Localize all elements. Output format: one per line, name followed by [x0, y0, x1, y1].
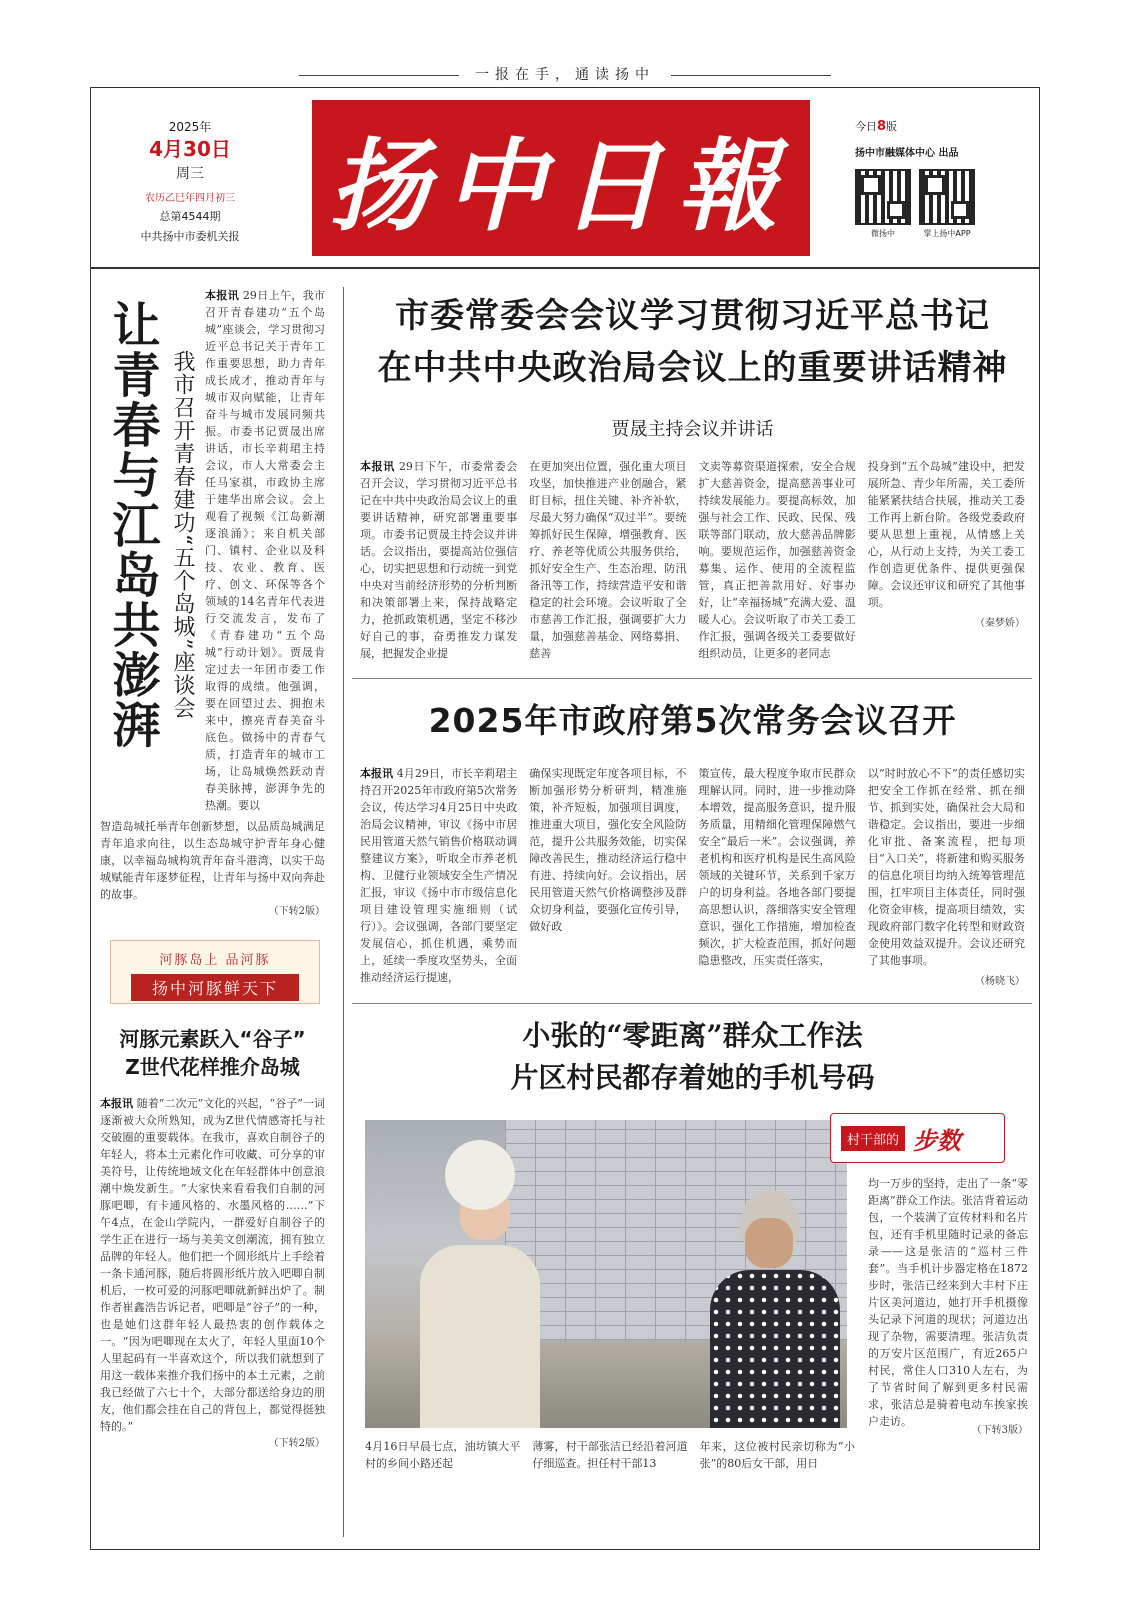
left-headline[interactable]: 让青春与江岛共澎湃: [104, 300, 160, 750]
article2-headline[interactable]: 2025年市政府第5次常务会议召开: [428, 701, 957, 740]
dateline: 本报讯: [360, 460, 395, 473]
badge-title: 步数: [913, 1125, 962, 1155]
article1-col: [360, 458, 517, 658]
article3-headline[interactable]: [360, 1015, 1025, 1099]
story-text: 随着“二次元”文化的兴起，“谷子”一词逐渐被大众所熟知，成为Z世代情感寄托与社交破圈的重要载体。在我市，喜欢自制谷子的年轻人，将本土元素化作可收藏、可分享的审美符号，让传统地域文化在年轻群体中创意浪潮中焕发新生。“大家快来看看我们自制的河豚吧唧，有卡通风格的、水墨风格的……”下午4点，在金山学院内，一群爱好自制谷子的学生正在进行一场与美美文创潮流，拥有独立品牌的年轻人。他们把一个圆形纸片上手绘着一条卡通河豚，随后将圆形纸片放入吧唧自制机后，一枚可爱的河豚吧唧就新鲜出炉了。制作者崔鑫浩告诉记者，吧唧是“谷子”的一种，也是她们这群年轻人最热衷的创作载体之一。“因为吧唧现在太火了，年轻人里面10个人里起码有一半喜欢这个，所以我们就想到了用这一载体来推介我们扬中的本土元素，之前我已经做了六七十个，大部分都送给身边的朋友，他们都会挂在自己的背包上，都觉得挺独特的。”: [100, 1097, 325, 1433]
article3-continued: [868, 1422, 1028, 1439]
dateline: 本报讯: [205, 289, 240, 302]
page-count-prefix: 今日: [855, 120, 877, 133]
qr-code-icon: [855, 169, 911, 225]
continued-note[interactable]: （下转2版）: [268, 1438, 325, 1449]
figure-body: [420, 1245, 540, 1428]
article1-body: [360, 458, 1025, 658]
byline: （杨晓飞）: [975, 976, 1025, 987]
article2-col-text: 4月29日，市长辛莉珺主持召开2025年市政府第5次常务会议，传达学习4月25日中央政治局会议精神，审议《扬中市居民用管道天然气销售价格联动调整建议方案》，听取全市养老机构、卫健行业领域安全生产情况汇报，审议《扬中市市级信息化项目建设管理实施细则（试行）》。会议强调，各部门要坚定发展信心，抓住机遇，乘势而上，延续一季度攻坚势头，全面推动经济运行提速，: [360, 767, 518, 984]
left-article-body: [205, 287, 325, 814]
story-body: [100, 1095, 325, 1452]
logo-text: 扬中日報: [329, 127, 793, 245]
article2-col: 策宣传，最大程度争取市民群众理解认同。同时，进一步推动降本增效，提高服务意识，提升服务质量，用精细化管理保障燃气安全“最后一米”。会议强调，养老机构和医疗机构是民生高风险领域的关键环节，关系到千家万户的切身利益。各地各部门要提高思想认识，落细落实安全管理意识，强化工作措施，增加检查频次，扩大检查范围，抓好问题隐患整改，压实责任落实，: [698, 767, 856, 967]
main-headline[interactable]: [360, 290, 1025, 394]
section-divider: [352, 1003, 1032, 1004]
section-divider: [352, 678, 1032, 679]
article1-col: 在更加突出位置，强化重大项目攻坚，加快推进产业创融合，紧盯目标，扭住关键、补齐补软，尽最大努力确保“双过半”。要统筹抓好民生保障，增强教育、医疗、养老等优质公共服务供给，抓好安全生产、生态治理、防汛备汛等工作，持续营造平安和谐稳定的社会环境。会议听取了全市慈善工作汇报，强调要扩大力量，加强慈善基金、网络募捐、慈善: [529, 460, 687, 660]
qr-caption: 微扬中: [871, 229, 895, 238]
banner-line-2: 扬中河豚鲜天下: [131, 974, 299, 1001]
continued-note[interactable]: （下转2版）: [268, 906, 325, 917]
issue-number: 总第4544期: [159, 210, 221, 223]
date: 4月30日: [149, 137, 231, 161]
figure-body: [710, 1270, 840, 1428]
badge-label: 村干部的: [841, 1126, 905, 1151]
producer: 扬中市融媒体中心 出品: [855, 148, 959, 159]
masthead-date-block: [130, 118, 250, 244]
article2-col: 确保实现既定年度各项目标，不断加强形势分析研判，精准施策，补齐短板，加强项目调度，推进重大项目，强化安全风险防范，提升公共服务效能，切实保障改善民生，推动经济运行稳中有进、持续向好。会议指出，居民用管道天然气价格调整涉及群众切身利益，要强化宣传引导，做好政: [529, 767, 687, 933]
main-headline-line-1: 市委常委会会议学习贯彻习近平总书记: [395, 296, 990, 336]
main-subhead: 贾晟主持会议并讲话: [611, 419, 774, 440]
qr-code-icon: [919, 169, 975, 225]
page-count: [855, 118, 1025, 134]
helmet: [445, 1140, 515, 1210]
story-headline[interactable]: [100, 1025, 325, 1081]
left-subhead: 我市召开青春建功“五个岛城”座谈会: [170, 350, 195, 720]
left-article-body-cont: [100, 818, 325, 920]
main-headline-line-2: 在中共中央政治局会议上的重要讲话精神: [377, 348, 1008, 388]
article2-col-text: 以“时时放心不下”的责任感切实把安全工作抓在经常、抓在细节、抓到实处，确保社会大局和谐稳定。会议指出，要进一步细化审批、备案流程，把每项目“入口关”，将新建和购买服务的信息化项目均纳入统筹管理范围，扛牢项目主体责任，同时强化资金审核，提高项目绩效，实现政府部门数字化转型和财政资金使用效益双提升。会议还研究了其他事项。: [867, 767, 1025, 967]
article3-headline-line-1: 小张的“零距离”群众工作法: [522, 1019, 863, 1052]
article1-col: 文卖等募资渠道探索，安全合规扩大慈善资金，提高慈善事业可持续发展能力。要提高标效，加强与社会工作、民政、民保、残联等部门联动，放大慈善品牌影响。要规范运作，加强慈善资金募集、运作、使用的全流程监管，真正把善款用好、好事办好，让“幸福扬城”充满大爱、温暖人心。会议听取了市关工委工作汇报，强调各级关工委要做好组织动员，让更多的老同志: [698, 460, 856, 660]
article2-body: [360, 765, 1025, 990]
dateline: 本报讯: [360, 767, 394, 780]
slogan: 一报在手，通读扬中: [0, 64, 1130, 84]
column-badge: [830, 1113, 1005, 1163]
banner-line-1: 河豚岛上 品河豚: [159, 953, 271, 968]
story-title-line-1: 河豚元素跃入“谷子”: [119, 1027, 306, 1051]
left-article-text-2: 智造岛城托举青年创新梦想，以品质岛城满足青年追求向往，以生态岛城守护青年身心健康，以幸福岛城构筑青年奋斗港湾，以实干岛城赋能青年逐梦征程，让青年与扬中双向奔赴的故事。: [100, 820, 325, 901]
qr-caption: 掌上扬中APP: [923, 229, 971, 238]
page-count-number: 8: [877, 119, 887, 134]
masthead-info: [855, 118, 1025, 239]
article1-col-text: 29日下午，市委常委会召开会议，学习贯彻习近平总书记在中共中央政治局会议上的重要讲话精神，研究部署重要事项。市委书记贾晟主持会议并讲话。会议指出，要提高站位强信心，切实把思想和行动统一到党中央对当前经济形势的分析判断和决策部署上来，保持战略定力，抢抓政策机遇，坚定不移沙好自己的事，奋勇推发力谋发展，把握发企业提: [360, 460, 518, 660]
article3-headline-line-2: 片区村民都存着她的手机号码: [510, 1061, 875, 1094]
continued-note[interactable]: （下转3版）: [971, 1425, 1028, 1436]
article3-col: 年来，这位被村民亲切称为“小张”的80后女干部，用日: [699, 1440, 855, 1470]
photo-village-cadre: [405, 1130, 555, 1428]
story-title-line-2: Z世代花样推介岛城: [125, 1055, 300, 1079]
article3-opening: [365, 1438, 855, 1472]
dateline: 本报讯: [100, 1097, 134, 1110]
article2-col: [360, 765, 517, 990]
left-article-text: 29日上午，我市召开青春建功“五个岛城”座谈会，学习贯彻习近平总书记关于青年工作重要思想，助力青年成长成才，推动青年与城市双向赋能，让青年奋斗与城市发展同频共振。市委书记贾晟出席讲话，市长辛莉珺主持会议，市人大常委会主任马家祺，市政协主席于建华出席会议。会上观看了视频《江岛新潮逐浪涌》；来自机关部门、镇村、企业以及科技、农业、教育、医疗、创文、环保等各个领域的14名青年代表进行交流发言，发布了《青春建功“五个岛城”行动计划》。贾晟肯定过去一年团市委工作取得的成绩。他强调，要在回望过去、拥抱未来中，擦亮青春美奋斗底色。做扬中的青春气质，打造青年的城市工场，让岛城焕然跃动青春美脉搏，澎湃争先的热潮。要以: [205, 289, 326, 812]
page-count-suffix: 版: [886, 120, 898, 133]
masthead-divider: [90, 267, 1040, 269]
byline: （秦梦娇）: [975, 618, 1025, 629]
qr-code-wechat[interactable]: [855, 169, 911, 239]
publisher: 中共扬中市委机关报: [140, 230, 240, 243]
article1-col: [868, 458, 1025, 658]
puffer-fish-banner: [110, 940, 320, 1004]
year: 2025年: [168, 120, 212, 134]
qr-code-app[interactable]: [919, 169, 975, 239]
article1-col-text: 投身到“五个岛城”建设中，把发展所急、青少年所需，关工委所能紧紧扶结合扶展，推动关工委工作再上新台阶。各级党委政府要从思想上重视，从情感上关心，从行动上支持，为关工委工作创造更优条件、提供更强保障。会议还审议和研究了其他事项。: [867, 460, 1025, 609]
photo-elderly-villager: [695, 1190, 845, 1428]
article3-right-text: 均一万步的坚持，走出了一条“零距离”群众工作法。张洁背着运动包，一个装满了宣传材料和名片包，还有手机里随时记录的备忘录——这是张洁的“巡村三件套”。当手机计步器定格在1872步时，张洁已经来到大丰村下庄片区美河道边，她打开手机摄像头记录下河道的现状；河道边出现了杂物，需要清理。张洁负责的万安片区范围广，有近265户村民，常住人口310人左右，为了节省时间了解到更多村民需求，张洁总是骑着电动车挨家挨户走访。: [868, 1177, 1028, 1428]
article3-col: 4月16日早晨七点，油坊镇大平村的乡间小路还起: [365, 1440, 521, 1470]
newspaper-logo: [312, 100, 810, 256]
column-divider: [343, 287, 344, 1537]
article3-col: 薄雾，村干部张洁已经沿着河道仔细巡查。担任村干部13: [532, 1440, 688, 1470]
lunar-date: 农历乙巳年四月初三: [145, 193, 235, 204]
figure-face: [745, 1218, 793, 1268]
article2-col: [868, 765, 1025, 990]
news-photo[interactable]: [365, 1120, 847, 1428]
weekday: 周三: [176, 166, 204, 182]
